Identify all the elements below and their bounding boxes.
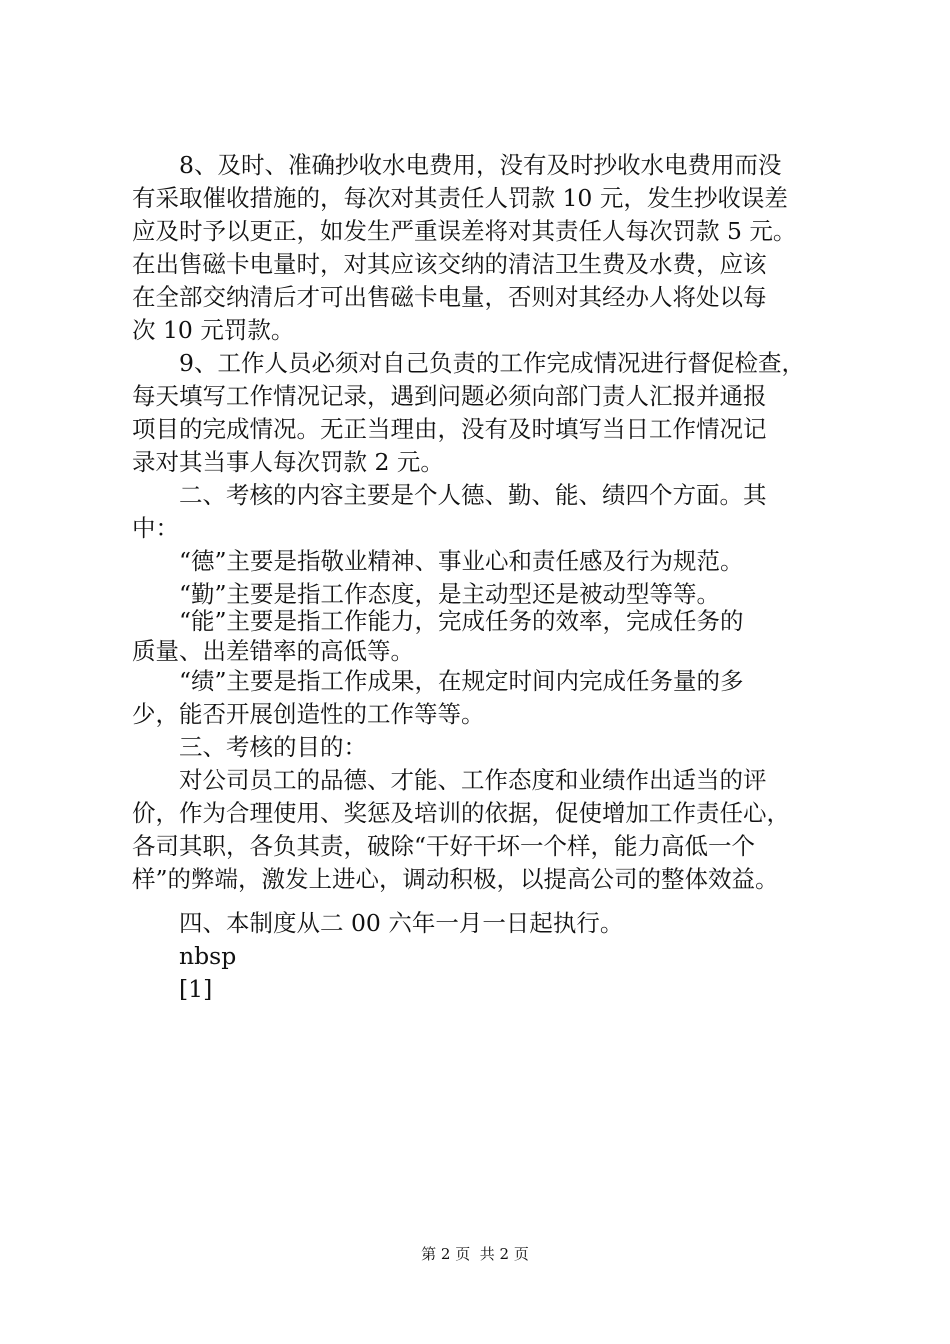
body-line: 对公司员工的品德、才能、工作态度和业绩作出适当的评 [132, 766, 767, 794]
body-line: 三、考核的目的： [132, 733, 367, 761]
body-line: 项目的完成情况。无正当理由，没有及时填写当日工作情况记 [132, 415, 767, 443]
body-line: nbsp [132, 942, 237, 970]
body-line: 应及时予以更正，如发生严重误差将对其责任人每次罚款 5 元。 [132, 217, 797, 245]
body-line: 录对其当事人每次罚款 2 元。 [132, 448, 444, 476]
body-line: 中： [132, 514, 179, 542]
body-line: 价，作为合理使用、奖惩及培训的依据，促使增加工作责任心， [132, 799, 790, 827]
body-line: 9、工作人员必须对自己负责的工作完成情况进行督促检查， [132, 349, 805, 377]
body-line: 8、及时、准确抄收水电费用，没有及时抄收水电费用而没 [132, 151, 782, 179]
body-line: 在出售磁卡电量时，对其应该交纳的清洁卫生费及水费，应该 [132, 250, 767, 278]
body-line: “能”主要是指工作能力，完成任务的效率，完成任务的 [132, 607, 744, 635]
body-line: 二、考核的内容主要是个人德、勤、能、绩四个方面。其 [132, 481, 767, 509]
body-line: 每天填写工作情况记录，遇到问题必须向部门责人汇报并通报 [132, 382, 767, 410]
body-line: 在全部交纳清后才可出售磁卡电量，否则对其经办人将处以每 [132, 283, 767, 311]
body-line: [1] [132, 975, 213, 1003]
body-line: 次 10 元罚款。 [132, 316, 295, 344]
body-line: 少，能否开展创造性的工作等等。 [132, 700, 485, 728]
body-line: 四、本制度从二 00 六年一月一日起执行。 [132, 909, 624, 937]
body-line: 质量、出差错率的高低等。 [132, 637, 414, 665]
body-line: “德”主要是指敬业精神、事业心和责任感及行为规范。 [132, 547, 744, 575]
body-line: 样”的弊端，激发上进心，调动积极，以提高公司的整体效益。 [132, 865, 779, 893]
body-line: “勤”主要是指工作态度，是主动型还是被动型等等。 [132, 580, 721, 608]
body-line: 各司其职，各负其责，破除“干好干坏一个样，能力高低一个 [132, 832, 756, 860]
page-footer: 第 2 页 共 2 页 [421, 1245, 529, 1263]
body-line: “绩”主要是指工作成果，在规定时间内完成任务量的多 [132, 667, 744, 695]
body-line: 有采取催收措施的，每次对其责任人罚款 10 元，发生抄收误差 [132, 184, 788, 212]
